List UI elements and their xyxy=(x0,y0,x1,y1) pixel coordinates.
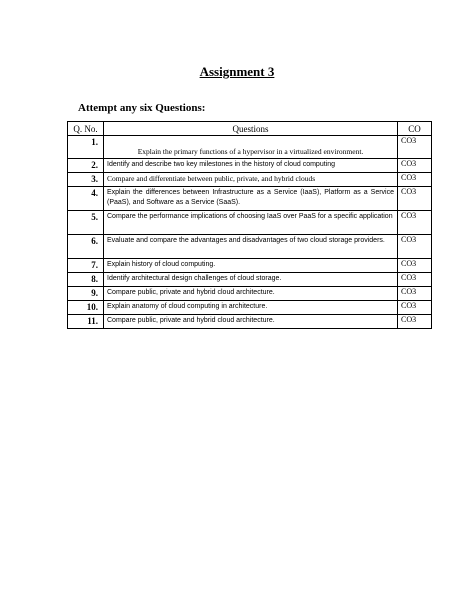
course-outcome: CO3 xyxy=(398,187,432,211)
document-title-text: Assignment 3 xyxy=(199,64,275,79)
question-number: 1. xyxy=(68,136,104,159)
question-text: Compare public, private and hybrid cloud architecture. xyxy=(104,287,398,301)
question-number: 4. xyxy=(68,187,104,211)
header-questions: Questions xyxy=(104,122,398,136)
question-text: Explain the differences between Infrastructure as a Service (IaaS), Platform as a Service (PaaS), and Software as a Service (SaaS). xyxy=(104,187,398,211)
document-title xyxy=(0,64,474,80)
question-text: Explain the primary functions of a hypervisor in a virtualized environment. xyxy=(104,136,398,159)
course-outcome: CO3 xyxy=(398,315,432,329)
question-number: 8. xyxy=(68,273,104,287)
table-row xyxy=(68,211,432,235)
course-outcome: CO3 xyxy=(398,259,432,273)
course-outcome: CO3 xyxy=(398,159,432,173)
table-row xyxy=(68,287,432,301)
question-text: Compare public, private and hybrid cloud architecture. xyxy=(104,315,398,329)
table-row xyxy=(68,273,432,287)
course-outcome: CO3 xyxy=(398,273,432,287)
table-row xyxy=(68,159,432,173)
question-number: 9. xyxy=(68,287,104,301)
table-row xyxy=(68,187,432,211)
table-row xyxy=(68,235,432,259)
question-number: 10. xyxy=(68,301,104,315)
table-row xyxy=(68,301,432,315)
course-outcome: CO3 xyxy=(398,136,432,159)
question-number: 7. xyxy=(68,259,104,273)
course-outcome: CO3 xyxy=(398,235,432,259)
question-number: 6. xyxy=(68,235,104,259)
table-row xyxy=(68,259,432,273)
course-outcome: CO3 xyxy=(398,211,432,235)
question-number: 11. xyxy=(68,315,104,329)
course-outcome: CO3 xyxy=(398,173,432,187)
question-text: Identify and describe two key milestones in the history of cloud computing xyxy=(104,159,398,173)
question-text: Compare the performance implications of choosing IaaS over PaaS for a specific application xyxy=(104,211,398,235)
table-row xyxy=(68,136,432,159)
question-number: 5. xyxy=(68,211,104,235)
course-outcome: CO3 xyxy=(398,301,432,315)
instruction-text: Attempt any six Questions: xyxy=(78,102,206,114)
table-row xyxy=(68,173,432,187)
table-header-row xyxy=(68,122,432,136)
header-qno: Q. No. xyxy=(68,122,104,136)
question-text: Explain anatomy of cloud computing in architecture. xyxy=(104,301,398,315)
course-outcome: CO3 xyxy=(398,287,432,301)
questions-table xyxy=(67,121,432,329)
table-row xyxy=(68,315,432,329)
question-text: Identify architectural design challenges of cloud storage. xyxy=(104,273,398,287)
question-number: 3. xyxy=(68,173,104,187)
question-text: Compare and differentiate between public, private, and hybrid clouds xyxy=(104,173,398,187)
header-co: CO xyxy=(398,122,432,136)
question-text: Evaluate and compare the advantages and disadvantages of two cloud storage providers. xyxy=(104,235,398,259)
question-number: 2. xyxy=(68,159,104,173)
question-text: Explain history of cloud computing. xyxy=(104,259,398,273)
